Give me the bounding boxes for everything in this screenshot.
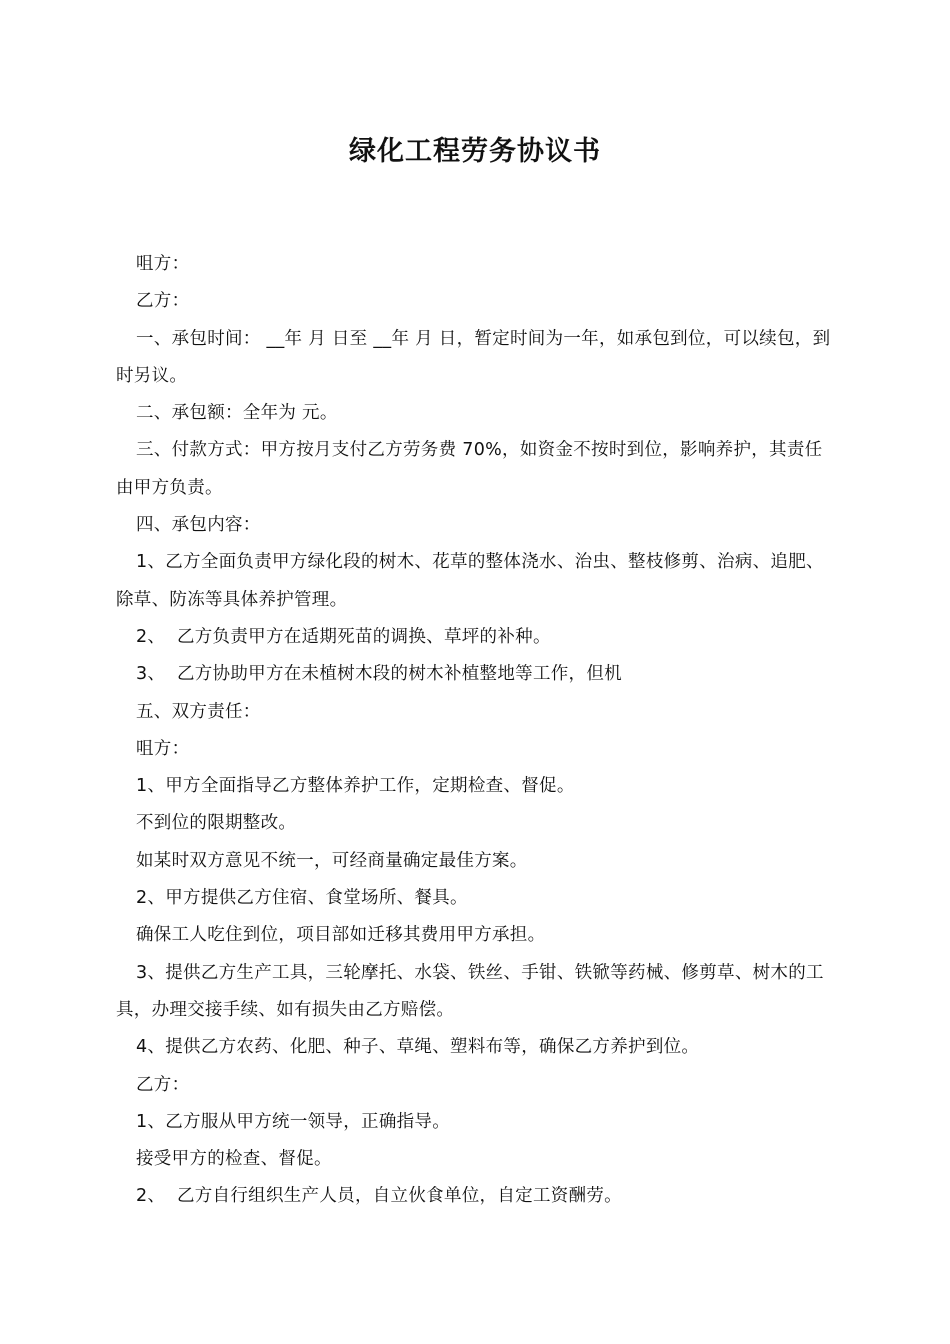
content-item-2: 2、 乙方负责甲方在适期死苗的调换、草坪的补种。 — [136, 626, 551, 647]
document-title: 绿化工程劳务协议书 — [349, 136, 601, 167]
party-b-responsibilities-label: 乙方： — [136, 1074, 190, 1095]
party-a-item-1: 1、甲方全面指导乙方整体养护工作，定期检查、督促。 — [136, 776, 575, 797]
payment-method-clause: 三、付款方式：甲方按月支付乙方劳务费 70%，如资金不按时到位，影响养护，其责任由甲方负责。 — [116, 440, 823, 498]
party-a-item-4: 4、提供乙方农药、化肥、种子、草绳、塑料布等，确保乙方养护到位。 — [136, 1037, 700, 1058]
document-body — [116, 246, 836, 1216]
party-b-label: 乙方： — [136, 291, 190, 312]
party-a-item-1-note-b: 如某时双方意见不统一，可经商量确定最佳方案。 — [136, 850, 528, 871]
party-a-responsibilities-label: 咀方： — [136, 738, 190, 759]
party-b-item-1: 1、乙方服从甲方统一领导，正确指导。 — [136, 1111, 451, 1132]
party-b-item-2: 2、 乙方自行组织生产人员，自立伙食单位，自定工资酬劳。 — [136, 1186, 622, 1207]
contract-term-clause: 一、承包时间： __年 月 日至 __年 月 日，暂定时间为一年，如承包到位，可以续包，到时另议。 — [116, 328, 831, 386]
party-a-item-2: 2、甲方提供乙方住宿、食堂场所、餐具。 — [136, 888, 468, 909]
party-a-label: 咀方： — [136, 254, 190, 274]
party-a-item-1-note-a: 不到位的限期整改。 — [136, 813, 297, 834]
responsibilities-heading: 五、双方责任： — [136, 701, 261, 722]
party-a-item-2-note: 确保工人吃住到位，项目部如迁移其费用甲方承担。 — [136, 925, 546, 946]
contract-amount-clause: 二、承包额：全年为 元。 — [136, 403, 338, 424]
party-a-item-3: 3、提供乙方生产工具，三轮摩托、水袋、铁丝、手钳、铁锨等药械、修剪草、树木的工具，办理交接手续、如有损失由乙方赔偿。 — [116, 962, 824, 1020]
contract-content-heading: 四、承包内容： — [136, 515, 261, 536]
content-item-1: 1、乙方全面负责甲方绿化段的树木、花草的整体浇水、治虫、整枝修剪、治病、追肥、除草、防冻等具体养护管理。 — [116, 552, 824, 610]
content-item-3: 3、 乙方协助甲方在未植树木段的树木补植整地等工作，但机 — [136, 664, 622, 685]
party-b-item-1-note: 接受甲方的检查、督促。 — [136, 1149, 332, 1170]
